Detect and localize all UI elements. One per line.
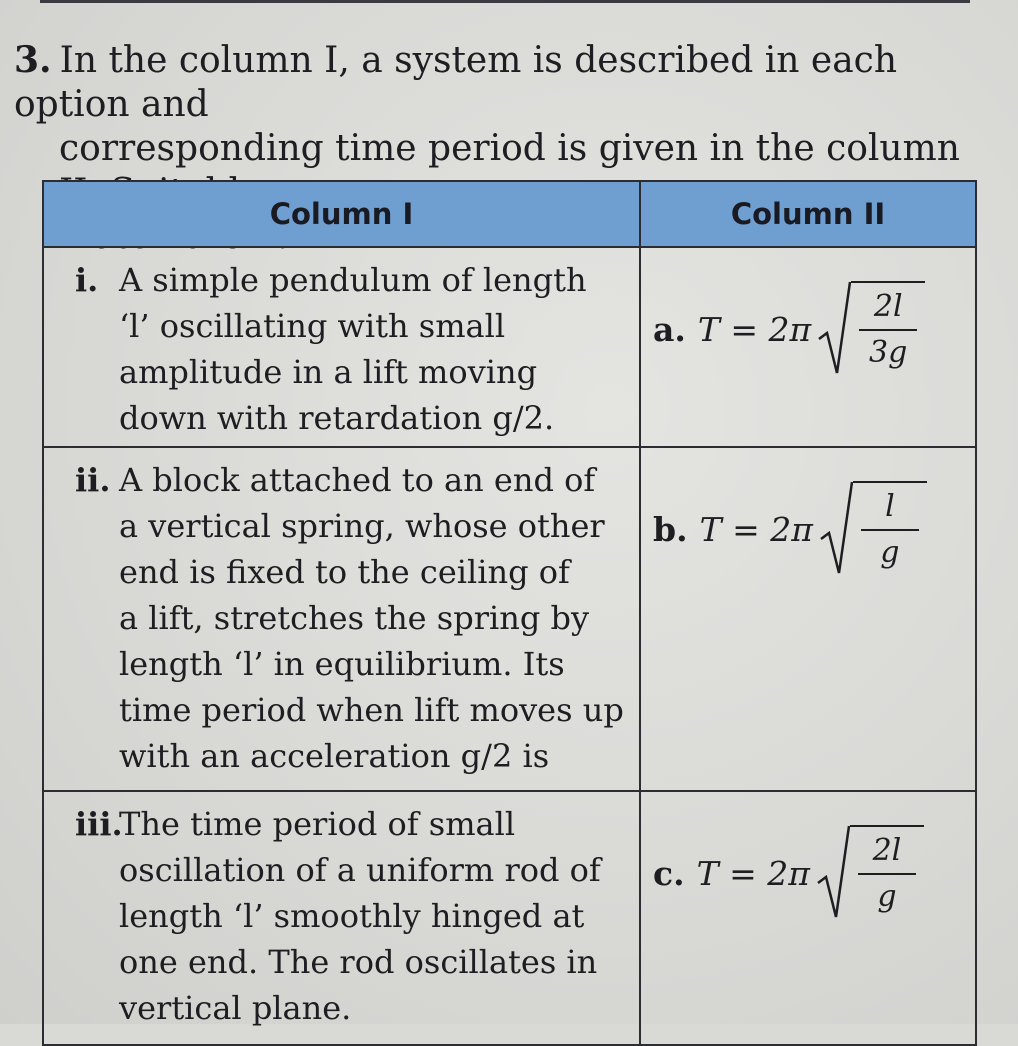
column-1-cell	[43, 791, 640, 1045]
description-line: amplitude in a lift moving	[119, 353, 538, 391]
option-letter: c.	[653, 853, 685, 893]
roman-label: i.	[75, 261, 99, 299]
column-2-cell	[640, 447, 976, 791]
description-line: length ‘l’ in equilibrium. Its	[119, 645, 565, 683]
top-rule	[40, 0, 970, 3]
description-line	[75, 457, 626, 503]
time-period-formula	[653, 825, 974, 921]
description-line: length ‘l’ smoothly hinged at	[119, 897, 585, 935]
option-letter: a.	[653, 309, 686, 349]
system-description	[45, 793, 638, 1035]
match-table	[42, 180, 977, 1046]
description-line: down with retardation g/2.	[119, 399, 555, 437]
column-1-cell	[43, 447, 640, 791]
roman-label: ii.	[75, 461, 111, 499]
column-1-cell	[43, 247, 640, 447]
radical-sign-icon	[819, 481, 853, 577]
fraction-bar	[859, 329, 917, 331]
header-column-1: Column I	[43, 181, 640, 247]
option-letter: b.	[653, 509, 688, 549]
column-2-cell	[640, 247, 976, 447]
fraction	[853, 481, 927, 577]
description-text: A block attached to an end of	[119, 461, 596, 499]
description-text: A simple pendulum of length	[119, 261, 587, 299]
denominator: g	[880, 535, 900, 570]
time-period-formula	[653, 481, 974, 577]
header-row	[43, 181, 976, 247]
square-root	[819, 481, 927, 577]
formula-lhs: T = 2π	[696, 853, 810, 893]
description-line: time period when lift moves up	[119, 691, 624, 729]
numerator: 2l	[873, 289, 903, 324]
table-row-ii	[43, 447, 976, 791]
description-line: end is fixed to the ceiling of	[119, 553, 570, 591]
description-line: a lift, stretches the spring by	[119, 599, 590, 637]
square-root	[816, 825, 924, 921]
question-number: 3.	[14, 39, 52, 81]
numerator: 2l	[872, 833, 902, 868]
question-line-2: corresponding time period is given in the column	[59, 128, 960, 169]
system-description	[45, 449, 638, 783]
square-root	[817, 281, 925, 377]
table-row-iii	[43, 791, 976, 1045]
description-line: a vertical spring, whose other	[119, 507, 605, 545]
description-line: one end. The rod oscillates in	[119, 943, 598, 981]
fraction	[850, 825, 924, 921]
description-line: ‘l’ oscillating with small	[119, 307, 506, 345]
description-line: with an acceleration g/2 is	[119, 737, 550, 775]
fraction-bar	[858, 873, 916, 875]
fraction	[851, 281, 925, 377]
roman-label: iii.	[75, 805, 123, 843]
time-period-formula	[653, 281, 974, 377]
numerator: l	[885, 489, 895, 524]
description-line: vertical plane.	[119, 989, 352, 1027]
description-text: The time period of small	[119, 805, 516, 843]
description-line	[75, 801, 626, 847]
radical-sign-icon	[817, 281, 851, 377]
description-line: oscillation of a uniform rod of	[119, 851, 601, 889]
column-2-cell	[640, 791, 976, 1045]
table-row-i	[43, 247, 976, 447]
description-line	[75, 257, 626, 303]
header-column-2: Column II	[640, 181, 976, 247]
fraction-bar	[861, 529, 919, 531]
formula-lhs: T = 2π	[699, 509, 813, 549]
question-line-1: In the column I, a system is described in each option and	[14, 40, 898, 125]
radical-sign-icon	[816, 825, 850, 921]
denominator: g	[877, 879, 897, 914]
formula-lhs: T = 2π	[697, 309, 812, 349]
system-description	[45, 249, 638, 445]
denominator: 3g	[869, 335, 908, 370]
